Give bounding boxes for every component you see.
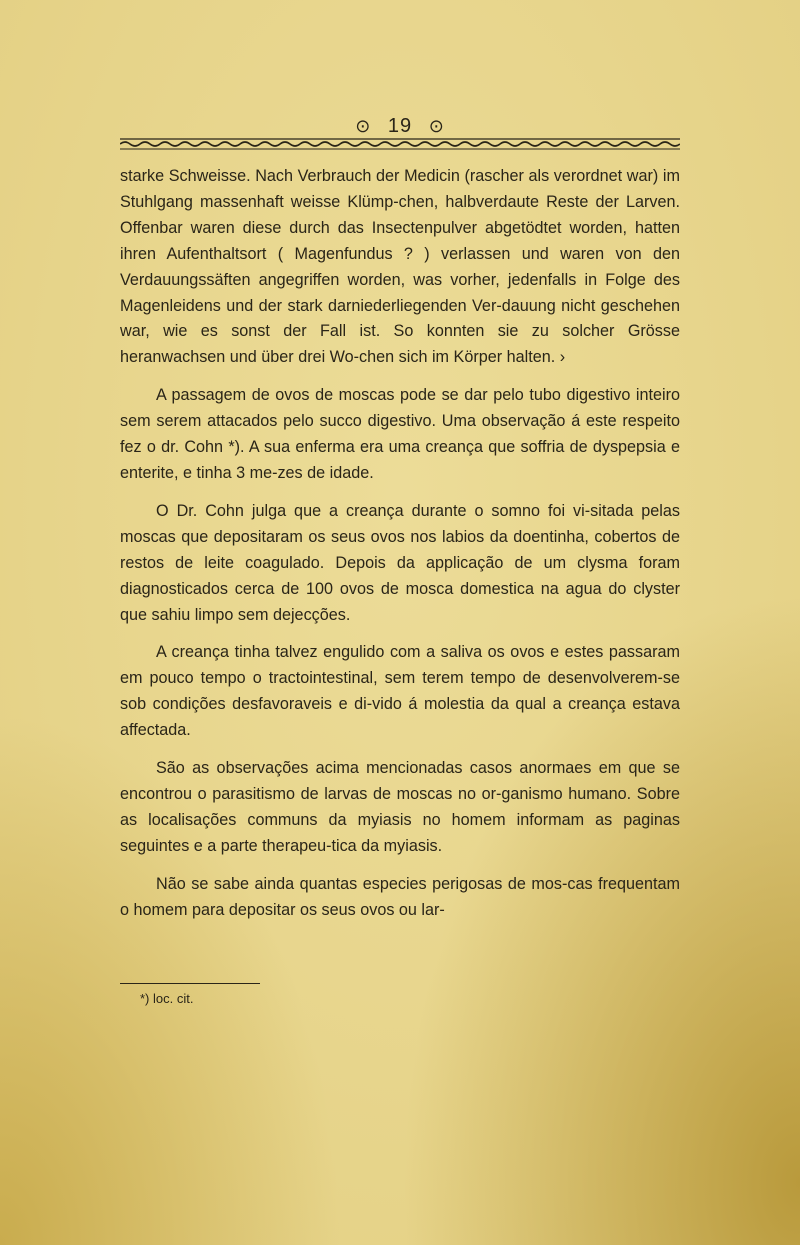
paragraph-german-continuation: starke Schweisse. Nach Verbrauch der Medicin (rascher als verordnet war) im Stuhlgang massenhaft weisse Klümp-chen, halbverdaute Reste der Larven. Offenbar waren diese durch das Insectenpulver abgetödtet worden, hatten ihren Aufenthaltsort ( Magenfundus ? ) verlassen und waren von den Verdauungssäften angegriffen worden, was vorher, jedenfalls in Folge des Magenleidens und der stark darniederliegenden Ver-dauung nicht geschehen war, wie es sonst der Fall ist. So konnten sie zu solcher Grösse heranwachsen und über drei Wo-chen sich im Körper halten. › — [120, 167, 680, 367]
paragraph-cohn: O Dr. Cohn julga que a creança durante o somno foi vi-sitada pelas moscas que depositaram os seus ovos nos labios da doentinha, cobertos de restos de leite coagulado. Depois da applicação de um clysma foram diagnosticados cerca de 100 ovos de mosca domestica na agua do clyster que sahiu limpo sem dejecções. — [120, 501, 680, 624]
page-number: 19 — [387, 115, 413, 137]
decorative-wavy-rule — [120, 137, 680, 151]
ornament-left-icon: ⊙ — [355, 116, 372, 136]
ornament-right-icon: ⊙ — [428, 116, 445, 136]
paragraph-creanca: A creança tinha talvez engulido com a saliva os ovos e estes passaram em pouco tempo o tractointestinal, sem terem tempo de desenvolverem-se sob condições desfavoraveis e di-vido á molestia da qual a creança estava affectada. — [120, 643, 680, 740]
footnote-divider — [120, 983, 260, 984]
paragraph-passagem: A passagem de ovos de moscas pode se dar pelo tubo digestivo inteiro sem serem attacados pelo succo digestivo. Uma observação á este respeito fez o dr. Cohn *). A sua enferma era uma creança que soffria de dyspepsia e enterite, e tinha 3 me-zes de idade. — [120, 386, 680, 482]
paragraph-especies: Não se sabe ainda quantas especies perigosas de mos-cas frequentam o homem para depositar os seus ovos ou lar- — [120, 874, 680, 919]
body-text — [120, 164, 680, 935]
paragraph-observacoes: São as observações acima mencionadas casos anormaes em que se encontrou o parasitismo de larvas de moscas no or-ganismo humano. Sobre as localisações communs da myiasis no homem informam as paginas seguintes e a parte therapeu-tica da myiasis. — [120, 759, 680, 855]
footnote: *) loc. cit. — [140, 991, 194, 1006]
page-header — [120, 115, 680, 138]
